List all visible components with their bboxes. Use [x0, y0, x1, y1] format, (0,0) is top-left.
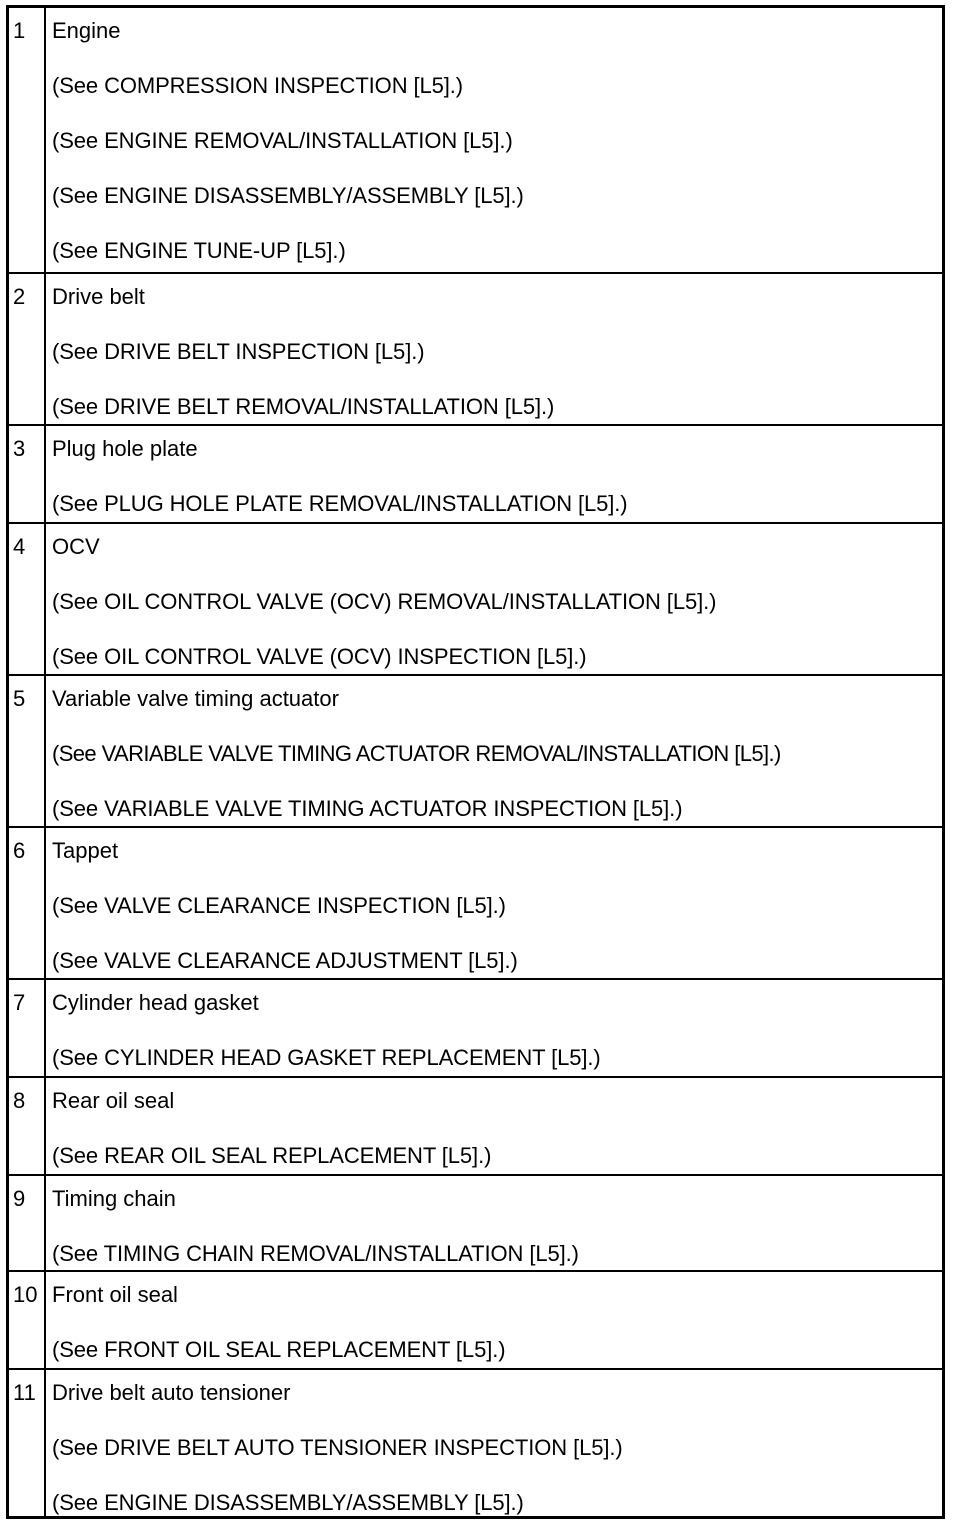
reference-link[interactable]: (See OIL CONTROL VALVE (OCV) REMOVAL/INSTALLATION [L5].) [52, 589, 717, 614]
item-number: 10 [9, 1272, 46, 1368]
item-title: Cylinder head gasket [52, 990, 259, 1015]
item-number: 8 [9, 1078, 46, 1174]
item-title: OCV [52, 534, 100, 559]
table-row [9, 674, 942, 826]
reference-link[interactable]: (See DRIVE BELT INSPECTION [L5].) [52, 339, 425, 364]
item-title: Plug hole plate [52, 436, 198, 461]
item-content [46, 1078, 942, 1174]
item-number: 2 [9, 274, 46, 424]
item-number: 1 [9, 8, 46, 272]
reference-link[interactable]: (See ENGINE DISASSEMBLY/ASSEMBLY [L5].) [52, 1490, 524, 1515]
item-number: 9 [9, 1176, 46, 1270]
item-number: 5 [9, 676, 46, 826]
table-row [9, 522, 942, 674]
reference-link[interactable]: (See VARIABLE VALVE TIMING ACTUATOR INSPECTION [L5].) [52, 796, 683, 821]
reference-link[interactable]: (See VALVE CLEARANCE ADJUSTMENT [L5].) [52, 948, 518, 973]
reference-link[interactable]: (See CYLINDER HEAD GASKET REPLACEMENT [L5].) [52, 1045, 601, 1070]
reference-link[interactable]: (See TIMING CHAIN REMOVAL/INSTALLATION [L5].) [52, 1241, 579, 1266]
item-number: 7 [9, 980, 46, 1076]
item-title: Engine [52, 18, 121, 43]
table-row [9, 1368, 942, 1516]
reference-link[interactable]: (See VALVE CLEARANCE INSPECTION [L5].) [52, 893, 506, 918]
reference-link[interactable]: (See DRIVE BELT AUTO TENSIONER INSPECTION [L5].) [52, 1435, 623, 1460]
table-row [9, 826, 942, 978]
component-reference-table [6, 5, 945, 1519]
item-content [46, 676, 942, 826]
reference-link[interactable]: (See OIL CONTROL VALVE (OCV) INSPECTION [L5].) [52, 644, 587, 669]
table-row [9, 978, 942, 1076]
item-content [46, 8, 942, 272]
table-row [9, 272, 942, 424]
reference-link[interactable]: (See ENGINE TUNE-UP [L5].) [52, 238, 346, 263]
item-number: 11 [9, 1370, 46, 1516]
reference-link[interactable]: (See FRONT OIL SEAL REPLACEMENT [L5].) [52, 1337, 506, 1362]
reference-link[interactable]: (See ENGINE REMOVAL/INSTALLATION [L5].) [52, 128, 513, 153]
item-content [46, 524, 942, 674]
reference-link[interactable]: (See COMPRESSION INSPECTION [L5].) [52, 73, 464, 98]
item-content [46, 1272, 942, 1368]
reference-link[interactable]: (See PLUG HOLE PLATE REMOVAL/INSTALLATION [L5].) [52, 491, 628, 516]
reference-link[interactable]: (See REAR OIL SEAL REPLACEMENT [L5].) [52, 1143, 492, 1168]
item-content [46, 1176, 942, 1270]
reference-link[interactable]: (See DRIVE BELT REMOVAL/INSTALLATION [L5].) [52, 394, 555, 419]
item-title: Drive belt auto tensioner [52, 1380, 291, 1405]
table-row [9, 8, 942, 272]
item-number: 3 [9, 426, 46, 522]
table-row [9, 1076, 942, 1174]
item-content [46, 1370, 942, 1516]
item-number: 4 [9, 524, 46, 674]
item-content [46, 426, 942, 522]
item-title: Front oil seal [52, 1282, 178, 1307]
item-title: Variable valve timing actuator [52, 686, 339, 711]
table-row [9, 424, 942, 522]
item-title: Rear oil seal [52, 1088, 175, 1113]
item-content [46, 828, 942, 978]
table-row [9, 1270, 942, 1368]
item-title: Drive belt [52, 284, 145, 309]
item-content [46, 274, 942, 424]
reference-link[interactable]: (See ENGINE DISASSEMBLY/ASSEMBLY [L5].) [52, 183, 524, 208]
item-number: 6 [9, 828, 46, 978]
table-row [9, 1174, 942, 1270]
item-title: Timing chain [52, 1186, 176, 1211]
reference-link[interactable]: (See VARIABLE VALVE TIMING ACTUATOR REMOVAL/INSTALLATION [L5].) [52, 741, 781, 766]
item-title: Tappet [52, 838, 119, 863]
item-content [46, 980, 942, 1076]
